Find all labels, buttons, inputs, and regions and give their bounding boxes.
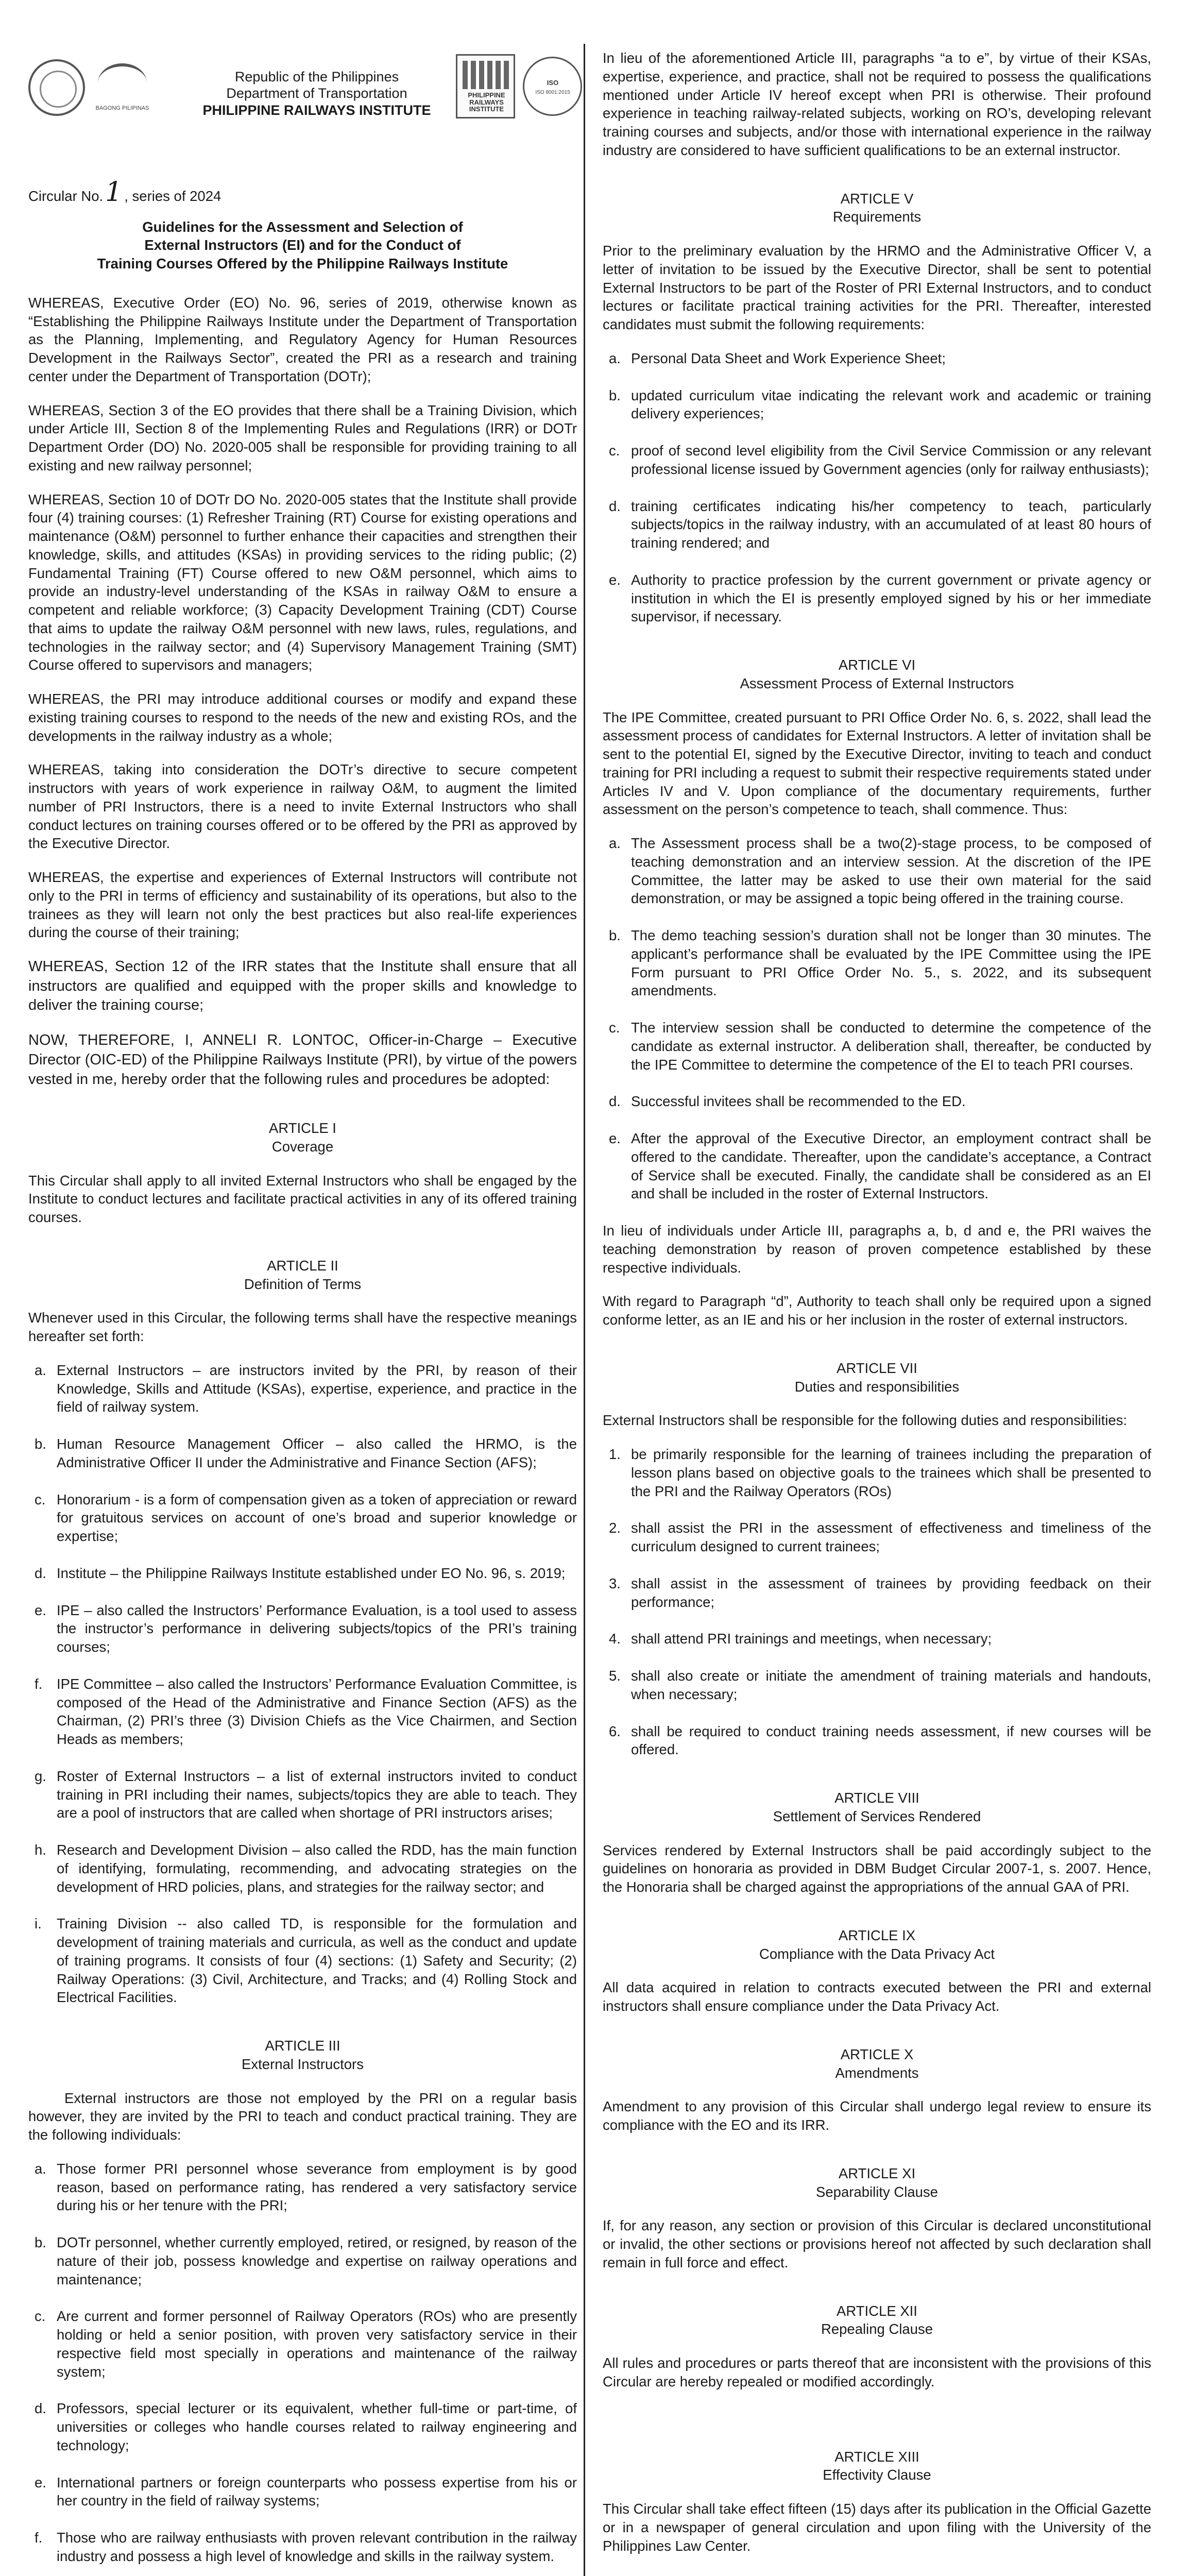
title-line: Guidelines for the Assessment and Selection of xyxy=(142,218,463,235)
list-text: DOTr personnel, whether currently employed, retired, or resigned, by reason of the nature of their job, possess knowledge and expertise on railway operations and maintenance; xyxy=(57,2234,577,2287)
whereas-clause: WHEREAS, the expertise and experiences of External Instructors will contribute not only to the PRI in terms of efficiency and sustainability of its operations, but also to the trainees as they will learn not only the best practices but also real-life experiences during the course of their training; xyxy=(28,869,577,941)
whereas-clause: WHEREAS, Section 3 of the EO provides that there shall be a Training Division, which under Article III, Section 8 of the Implementing Rules and Regulations (IRR) or DOTr Department Order (DO) No. 2020-005 shall be responsible for providing training to all existing and new railway personnel; xyxy=(28,402,577,473)
list-text: IPE Committee – also called the Instructors’ Performance Evaluation Committee, is composed of the Head of the Administrative and Finance Section (AFS) as the Chairman, (2) PRI’s three (3) Division Chiefs as the Vice Chairmen, and Section Heads as members; xyxy=(57,1675,577,1748)
list-item xyxy=(603,497,1151,552)
list-item xyxy=(28,2529,577,2566)
article-subtitle: Amendments xyxy=(835,2064,919,2081)
article-number: ARTICLE VIII xyxy=(834,1790,919,1806)
list-marker: c. xyxy=(609,1020,620,1036)
article-intro: External instructors are those not employed by the PRI on a regular basis however, they are invited by the PRI to teach and conduct practical training. They are the following individuals: xyxy=(28,2090,577,2143)
list-marker: 4. xyxy=(609,1631,621,1647)
list-marker: e. xyxy=(609,1130,621,1146)
circular-series: , series of 2024 xyxy=(124,188,221,204)
list-text: shall also create or initiate the amendment of training materials and handouts, when necessary; xyxy=(631,1668,1151,1702)
list-text: The Assessment process shall be a two(2)-stage process, to be composed of teaching demonstration and an interview session. At the discretion of the IPE Committee, the latter may be asked to use their own material for the said demonstration, or may be assigned a topic being offered in the training course. xyxy=(631,835,1151,907)
list-text: updated curriculum vitae indicating the relevant work and academic or training delivery experiences; xyxy=(631,387,1151,422)
list-item xyxy=(28,1914,577,2007)
list-marker: i. xyxy=(35,1916,42,1932)
list-marker: 1. xyxy=(609,1446,621,1462)
letterhead xyxy=(28,49,577,175)
list-text: training certificates indicating his/her competency to teach, particularly subjects/topics in the railway industry, with an accumulated of at least 80 hours of training rendered; and xyxy=(631,498,1151,551)
article-subtitle: External Instructors xyxy=(242,2056,364,2072)
list-item xyxy=(28,1490,577,1546)
list-item xyxy=(603,1445,1151,1500)
list-item xyxy=(28,2307,577,2381)
list-item xyxy=(28,1601,577,1656)
list-marker: 3. xyxy=(609,1575,621,1591)
list-text: Roster of External Instructors – a list of external instructors invited to conduct training in PRI including their names, subjects/topics they are able to teach. They are a pool of instructors that are called when shortage of PRI instructors arises; xyxy=(57,1768,577,1821)
list-marker: 6. xyxy=(609,1723,621,1739)
now-therefore-clause: NOW, THEREFORE, I, ANNELI R. LONTOC, Officer-in-Charge – Executive Director (OIC-ED) of the Philippine Railways Institute (PRI), by virtue of the powers vested in me, hereby order that the following rules and procedures be adopted: xyxy=(28,1032,577,1088)
list-item xyxy=(603,834,1151,908)
whereas-clause: WHEREAS, Section 12 of the IRR states that the Institute shall ensure that all instructors are qualified and equipped with the proper skills and knowledge to deliver the training course; xyxy=(28,958,577,1014)
article-intro: Prior to the preliminary evaluation by the HRMO and the Administrative Officer V, a letter of invitation to be issued by the Executive Director, shall be sent to potential External Instructors to be part of the Roster of PRI External Instructors, and to conduct lectures or facilitate practical training activities for the PRI. Thereafter, interested candidates must submit the following requirements: xyxy=(603,243,1151,332)
pri-logo-icon xyxy=(456,54,515,118)
list-item xyxy=(28,2160,577,2215)
list-item xyxy=(28,1767,577,1822)
list-marker: d. xyxy=(609,1093,621,1110)
circular-number: 1 xyxy=(105,177,123,208)
list-marker: 5. xyxy=(609,1668,621,1684)
article-number: ARTICLE IX xyxy=(838,1927,916,1943)
article-number: ARTICLE I xyxy=(269,1120,336,1137)
article-text: In lieu of individuals under Article III, paragraphs a, b, d and e, the PRI waives the teaching demonstration by reason of proven competence established by these respective individuals. xyxy=(603,1223,1151,1276)
republic-line: Republic of the Philippines xyxy=(234,69,399,84)
title-line: Training Courses Offered by the Philippine Railways Institute xyxy=(97,256,508,272)
list-text: Human Resource Management Officer – also called the HRMO, is the Administrative Officer II under the Administrative and Finance Section (AFS); xyxy=(57,1436,577,1470)
article-heading xyxy=(603,2302,1151,2339)
list-item xyxy=(603,1630,1151,1648)
dotr-seal-icon xyxy=(28,59,85,116)
list-marker: 2. xyxy=(609,1520,621,1536)
list-text: Those who are railway enthusiasts with proven relevant contribution in the railway industry and possess a high level of knowledge and skills in the railway system. xyxy=(57,2530,577,2564)
list-marker: d. xyxy=(609,498,621,514)
list-item xyxy=(28,1841,577,1896)
article-number: ARTICLE V xyxy=(840,190,914,207)
list-item xyxy=(603,386,1151,423)
article-heading xyxy=(603,1359,1151,1396)
list-text: be primarily responsible for the learning of trainees including the preparation of lesson plans based on objective goals to the trainees which shall be presented to the PRI and the Railway Operators (ROs) xyxy=(631,1446,1151,1499)
list-text: shall assist the PRI in the assessment of effectiveness and timeliness of the curriculum designed to current trainees; xyxy=(631,1520,1151,1554)
list-text: International partners or foreign counterparts who possess expertise from his or her country in the field of railway systems; xyxy=(57,2474,577,2509)
list-marker: d. xyxy=(35,2400,46,2417)
list-text: shall be required to conduct training needs assessment, if new courses will be offered. xyxy=(631,1723,1151,1758)
article-heading xyxy=(28,1119,577,1156)
list-marker: h. xyxy=(35,1842,46,1858)
article-subtitle: Definition of Terms xyxy=(244,1276,362,1292)
article-number: ARTICLE XII xyxy=(837,2302,917,2319)
list-marker: e. xyxy=(35,2474,46,2490)
article-number: ARTICLE VII xyxy=(837,1360,917,1376)
article-heading xyxy=(603,2045,1151,2082)
list-marker: a. xyxy=(609,835,621,851)
bagong-pilipinas-icon xyxy=(90,59,155,116)
list-marker: e. xyxy=(609,571,621,588)
list-item xyxy=(603,1092,1151,1111)
whereas-clause: WHEREAS, taking into consideration the DOTr’s directive to secure competent instructors with years of work experience in railway O&M, to augment the limited number of PRI Instructors, there is a need to invite External Instructors who shall conduct lectures on training courses offered or to be offered by the PRI as approved by the Executive Director. xyxy=(28,761,577,852)
list-marker: c. xyxy=(35,2308,46,2325)
article-subtitle: Duties and responsibilities xyxy=(794,1378,960,1395)
article-text: If, for any reason, any section or provision of this Circular is declared unconstitutional or invalid, the other sections or provisions hereof not affected by such declaration shall remain in full force and effect. xyxy=(603,2217,1151,2270)
article-heading xyxy=(603,1789,1151,1826)
iso-sub: ISO 9001:2015 xyxy=(535,90,570,95)
whereas-clause: WHEREAS, Section 10 of DOTr DO No. 2020-005 states that the Institute shall provide four (4) training courses: (1) Refresher Training (RT) Course for existing operations and maintenance (O&M) personnel to further enhance their capacities and strengthen their knowledge, skills, and attitudes (KSAs) in providing services to the riding public; (2) Fundamental Training (FT) Course offered to new O&M personnel, which aims to provide an industry-level understanding of the KSAs in railway O&M to ensure a competent and reliable workforce; (3) Capacity Development Training (CDT) Course that aims to update the railway O&M personnel with new laws, rules, regulations, and technologies in the railway sector; and (4) Supervisory Management Training (SMT) Course offered to supervisors and managers; xyxy=(28,491,577,673)
article-intro: Whenever used in this Circular, the following terms shall have the respective meanings hereafter set forth: xyxy=(28,1310,577,1345)
article-number: ARTICLE XIII xyxy=(834,2448,919,2465)
right-column xyxy=(603,49,1151,2576)
article-number: ARTICLE X xyxy=(840,2046,914,2062)
article-subtitle: Repealing Clause xyxy=(821,2321,933,2337)
circular-title xyxy=(28,218,577,273)
article-text: Amendment to any provision of this Circular shall undergo legal review to ensure its compliance with the EO and its IRR. xyxy=(603,2098,1151,2133)
external-instructors-list xyxy=(28,2160,577,2566)
list-marker: g. xyxy=(35,1768,46,1784)
article-text: This Circular shall apply to all invited External Instructors who shall be engaged by the Institute to conduct lectures and facilitate practical activities in any of its offered training courses. xyxy=(28,1172,577,1226)
list-item xyxy=(603,442,1151,479)
article-heading xyxy=(28,2037,577,2074)
list-text: shall attend PRI trainings and meetings, when necessary; xyxy=(631,1631,992,1647)
list-text: Professors, special lecturer or its equivalent, whether full-time or part-time, of universities or colleges who handle courses related to railway engineering and technology; xyxy=(57,2400,577,2453)
article-heading xyxy=(603,2448,1151,2485)
definition-list xyxy=(28,1361,577,2007)
iso-text: ISO xyxy=(547,79,559,87)
list-marker: a. xyxy=(35,2160,46,2177)
list-item xyxy=(28,1675,577,1749)
list-text: Personal Data Sheet and Work Experience Sheet; xyxy=(631,350,946,366)
institute-line: PHILIPPINE RAILWAYS INSTITUTE xyxy=(202,102,431,118)
list-marker: f. xyxy=(35,1675,43,1692)
department-line: Department of Transportation xyxy=(226,86,407,101)
circular-number-line xyxy=(28,175,577,210)
list-text: Training Division -- also called TD, is responsible for the formulation and development of training materials and curricula, as well as the conduct and update of training programs. It consists of four (4) sections: (1) Safety and Security; (2) Railway Operations: (3) Civil, Architecture, and Tracks; and (4) Rolling Stock and Electrical Facilities. xyxy=(57,1916,577,2006)
article-subtitle: Coverage xyxy=(271,1138,334,1155)
list-text: IPE – also called the Instructors’ Performance Evaluation, is a tool used to assess the instructor’s performance in delivering subjects/topics of the PRI’s training courses; xyxy=(57,1602,577,1655)
list-text: The interview session shall be conducted to determine the competence of the candidate as external instructor. A deliberation shall, thereafter, be conducted by the IPE Committee to determine the competence of the EI to teach PRI courses. xyxy=(631,1020,1151,1073)
article-number: ARTICLE II xyxy=(267,1257,338,1274)
list-marker: b. xyxy=(609,927,621,943)
article-text: With regard to Paragraph “d”, Authority to teach shall only be required upon a signed conforme letter, as an IE and his or her inclusion in the roster of external instructors. xyxy=(603,1293,1151,1328)
list-marker: a. xyxy=(35,1362,46,1378)
article-heading xyxy=(603,190,1151,227)
list-marker: b. xyxy=(35,1436,46,1452)
article-subtitle: Effectivity Clause xyxy=(823,2467,931,2483)
article-heading xyxy=(603,656,1151,693)
article-heading xyxy=(603,2164,1151,2201)
list-item xyxy=(603,1574,1151,1612)
whereas-clause: WHEREAS, Executive Order (EO) No. 96, series of 2019, otherwise known as “Establishing the Philippine Railways Institute under the Department of Transportation as the Planning, Implementing, and Regulatory Agency for Human Resources Development in the Railways Sector”, created the PRI as a research and training center under the Department of Transportation (DOTr); xyxy=(28,294,577,384)
article-number: ARTICLE III xyxy=(265,2038,340,2054)
assessment-list xyxy=(603,834,1151,1203)
list-item xyxy=(603,926,1151,1000)
article-subtitle: Settlement of Services Rendered xyxy=(773,1808,981,1824)
list-marker: e. xyxy=(35,1602,46,1618)
article-text: All data acquired in relation to contracts executed between the PRI and external instructors shall ensure compliance under the Data Privacy Act. xyxy=(603,1979,1151,2014)
list-item xyxy=(28,1564,577,1583)
list-item xyxy=(28,2399,577,2454)
article-intro: The IPE Committee, created pursuant to PRI Office Order No. 6, s. 2022, shall lead the assessment process of candidates for External Instructors. A letter of invitation shall be sent to the potential EI, signed by the Executive Director, inviting to teach and conduct training for PRI including a request to submit their respective requirements stated under Articles IV and V. Upon compliance of the documentary requirements, further assessment on the person’s competence to teach, shall commence. Thus: xyxy=(603,709,1151,818)
list-text: After the approval of the Executive Director, an employment contract shall be offered to the candidate. Thereafter, upon the candidate’s acceptance, a Contract of Service shall be executed. Finally, the candidate shall be considered as an EI and shall be included in the roster of External Instructors. xyxy=(631,1130,1151,1202)
article-heading xyxy=(28,1257,577,1294)
article-number: ARTICLE XI xyxy=(838,2165,916,2181)
list-text: Research and Development Division – also called the RDD, has the main function of identifying, formulating, recommending, and advocating strategies on the development of HRD policies, plans, and strategies for the railway sector; and xyxy=(57,1842,577,1895)
list-item xyxy=(603,349,1151,368)
list-item xyxy=(28,1435,577,1472)
list-text: The demo teaching session’s duration shall not be longer than 30 minutes. The applicant’s performance shall be evaluated by the IPE Committee using the IPE Form pursuant to PRI Office Order No. 5., s. 2022, and its subsequent amendments. xyxy=(631,927,1151,999)
article-subtitle: Assessment Process of External Instructors xyxy=(740,675,1014,691)
list-text: Those former PRI personnel whose severance from employment is by good reason, based on performance rating, has rendered a very satisfactory service during his or her tenure with the PRI; xyxy=(57,2160,577,2214)
article-number: ARTICLE VI xyxy=(838,657,916,673)
list-marker: d. xyxy=(35,1565,46,1581)
list-item xyxy=(603,1519,1151,1556)
list-item xyxy=(603,1129,1151,1203)
list-marker: a. xyxy=(609,350,621,366)
letterhead-text xyxy=(173,69,461,118)
list-text: shall assist in the assessment of trainees by providing feedback on their performance; xyxy=(631,1575,1151,1610)
article-heading xyxy=(603,1926,1151,1963)
list-marker: c. xyxy=(35,1491,46,1507)
list-item xyxy=(603,1019,1151,1074)
left-column xyxy=(28,49,577,2576)
circular-prefix: Circular No. xyxy=(28,188,104,204)
list-marker: c. xyxy=(609,443,620,459)
list-marker: f. xyxy=(35,2530,43,2546)
iso-certification-icon xyxy=(523,57,582,116)
list-item xyxy=(603,1667,1151,1704)
list-text: External Instructors – are instructors invited by the PRI, by reason of their Knowledge, Skills and Attitude (KSAs), expertise, experience, and practice in the field of railway system. xyxy=(57,1362,577,1415)
list-text: Are current and former personnel of Railway Operators (ROs) who are presently holding or held a senior position, with proven very satisfactory service in their respective field most specially in operations and maintenance of the railway system; xyxy=(57,2308,577,2380)
whereas-clause: WHEREAS, the PRI may introduce additional courses or modify and expand these existing training courses to respond to the needs of the new and existing ROs, and the developments in the railway industry as a whole; xyxy=(28,691,577,744)
list-item xyxy=(28,2473,577,2511)
article-subtitle: Compliance with the Data Privacy Act xyxy=(759,1945,995,1962)
column-divider xyxy=(584,44,585,2576)
list-text: Institute – the Philippine Railways Institute established under EO No. 96, s. 2019; xyxy=(57,1565,566,1581)
duties-list xyxy=(603,1445,1151,1759)
requirements-list xyxy=(603,349,1151,626)
article-intro: External Instructors shall be responsible for the following duties and responsibilities: xyxy=(603,1412,1128,1429)
list-item xyxy=(28,1361,577,1416)
list-marker: b. xyxy=(609,387,621,403)
list-marker: b. xyxy=(35,2234,46,2251)
article-text: This Circular shall take effect fifteen (15) days after its publication in the Official Gazette or in a newspaper of general circulation and upon filing with the University of the Philippines Law Center. xyxy=(603,2501,1151,2554)
article-subtitle: Separability Clause xyxy=(816,2183,938,2200)
list-text: Authority to practice profession by the current government or private agency or institution in which the EI is presently employed signed by his or her immediate supervisor, if necessary. xyxy=(631,571,1151,625)
list-item xyxy=(603,1722,1151,1759)
title-line: External Instructors (EI) and for the Conduct of xyxy=(144,237,461,253)
pri-logo-text: PHILIPPINE RAILWAYS INSTITUTE xyxy=(468,91,505,113)
article-subtitle: Requirements xyxy=(832,209,922,225)
bagong-pilipinas-caption: BAGONG PILIPINAS xyxy=(95,105,149,111)
article-text: Services rendered by External Instructors shall be paid accordingly subject to the guidelines on honoraria as provided in DBM Budget Circular 2007-1, s. 2007. Hence, the Honoraria shall be charged against the appropriations of the annual GAA of PRI. xyxy=(603,1842,1151,1895)
list-text: proof of second level eligibility from the Civil Service Commission or any relevant professional license issued by Government agencies (only for railway enthusiasts); xyxy=(631,443,1151,477)
list-text: Successful invitees shall be recommended to the ED. xyxy=(631,1093,966,1110)
list-item xyxy=(28,2233,577,2289)
article-text: All rules and procedures or parts thereof that are inconsistent with the provisions of this Circular are hereby repealed or modified accordingly. xyxy=(603,2355,1151,2389)
list-text: Honorarium - is a form of compensation given as a token of appreciation or reward for gratuitous services on account of one’s broad and superior knowledge or expertise; xyxy=(57,1491,577,1545)
list-item xyxy=(603,571,1151,626)
article-text: In lieu of the aforementioned Article III, paragraphs “a to e”, by virtue of their KSAs, expertise, experience, and practice, shall not be required to possess the qualifications mentioned under Article IV hereof except when PRI is otherwise. Their profound experience in teaching railway-related subjects, working on RO’s, developing relevant training courses and subjects, and/or those with international experience in the railway industry are considered to have sufficient qualifications to be an external instructor. xyxy=(603,50,1151,158)
